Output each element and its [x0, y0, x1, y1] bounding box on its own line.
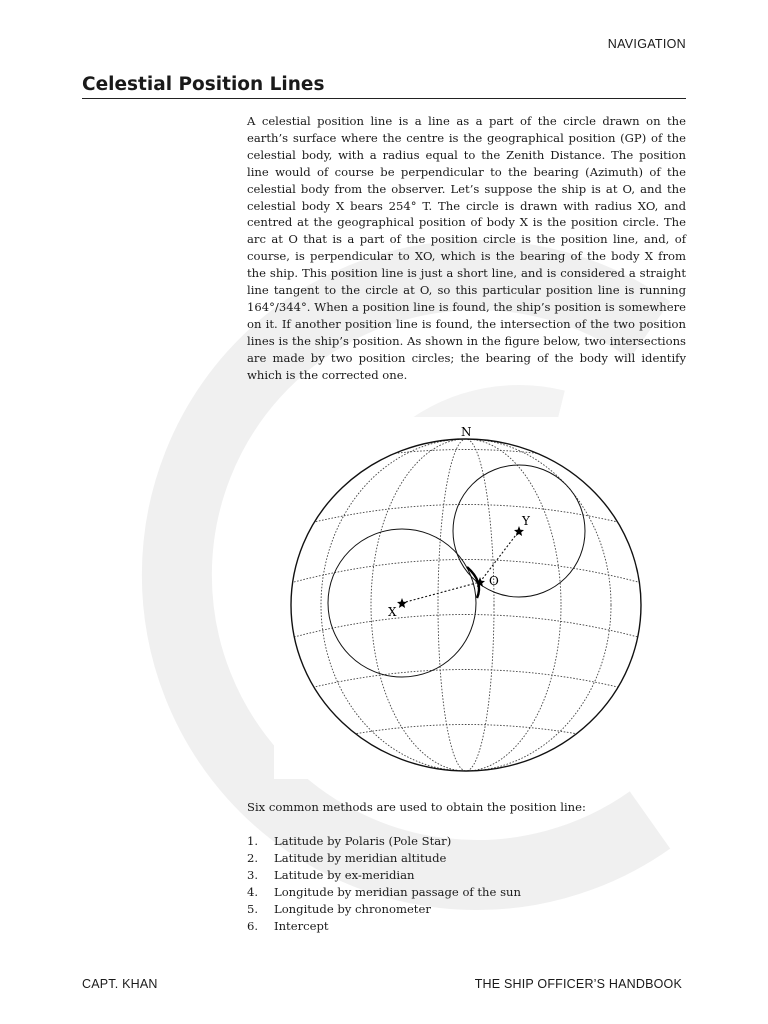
- list-number: 1.: [247, 834, 259, 848]
- running-header: NAVIGATION: [607, 37, 686, 51]
- list-item: [247, 901, 686, 918]
- list-text: Latitude by ex-meridian: [274, 868, 415, 883]
- list-text: Latitude by Polaris (Pole Star): [274, 834, 452, 848]
- globe-diagram: [274, 417, 658, 779]
- list-number: 3.: [247, 868, 259, 883]
- body-paragraph: A celestial position line is a line as a part of the circle drawn on the earth’s surface where the centre is the geographical position (GP) of the celestial body, with a radius equal to the Zenith Distance. The position line would of course be perpendicular to the bearing (Azimuth) of the celestial body from the observer. Let’s suppose the ship is at O, and the celestial body X bears 254° T. The circle is drawn with radius XO, and centred at the geographical position of body X is the position circle. The arc at O that is a part of the position circle is the position line, and, of course, is perpendicular to XO, which is the bearing of the body X from the ship. This position line is just a short line, and is considered a straight line tangent to the circle at O, so this particular position line is running 164°/344°. When a position line is found, the ship’s position is somewhere on it. If another position line is found, the intersection of the two position lines is the ship’s position. As shown in the figure below, two intersections are made by two position circles; the bearing of the body will identify which is the corrected one.: [247, 114, 686, 382]
- list-number: 4.: [247, 885, 259, 900]
- list-text: Intercept: [274, 919, 329, 934]
- list-item: [247, 884, 686, 901]
- footer-author: CAPT. KHAN: [82, 977, 158, 991]
- label-x: X: [388, 605, 397, 619]
- label-north: N: [461, 425, 472, 439]
- list-number: 2.: [247, 851, 259, 866]
- list-number: 6.: [247, 919, 259, 934]
- list-number: 5.: [247, 902, 259, 917]
- label-o: O: [489, 574, 499, 588]
- methods-list: [247, 833, 686, 936]
- list-text: Latitude by meridian altitude: [274, 851, 447, 866]
- position-circles-figure: [274, 417, 658, 779]
- footer-book-title: THE SHIP OFFICER’S HANDBOOK: [474, 977, 682, 991]
- methods-intro: Six common methods are used to obtain the position line:: [247, 800, 586, 814]
- list-text: Longitude by meridian passage of the sun: [274, 885, 521, 900]
- list-item: [247, 918, 686, 935]
- list-item: [247, 850, 686, 867]
- list-item: [247, 867, 686, 884]
- page-title: Celestial Position Lines: [82, 74, 686, 99]
- list-item: [247, 833, 686, 850]
- label-y: Y: [522, 514, 530, 528]
- list-text: Longitude by chronometer: [274, 902, 431, 917]
